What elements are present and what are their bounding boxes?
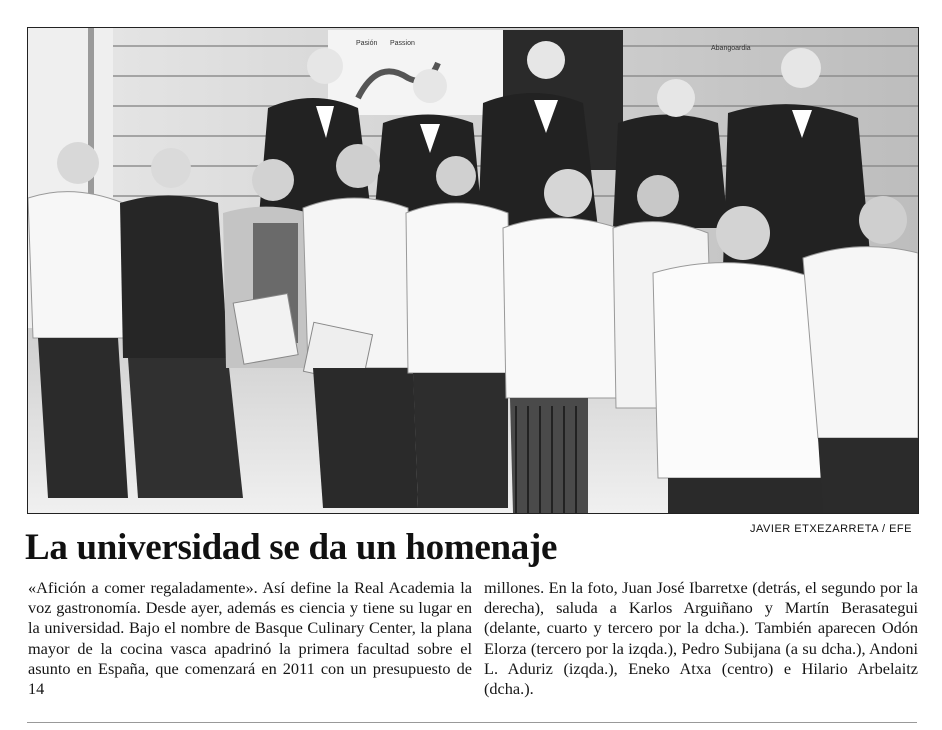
- photo-credit: JAVIER ETXEZARRETA / EFE: [750, 523, 912, 535]
- group-photo-illustration: [28, 28, 918, 513]
- bottom-divider: [27, 722, 917, 723]
- banner-text-1: Pasión: [356, 40, 378, 47]
- body-column-right: millones. En la foto, Juan José Ibarretxe (detrás, el segundo por la derecha), saluda a Karlos Arguiñano y Martín Berasategui (delante, cuarto y tercero por la dcha.). También aparecen Odón Elorza (tercero por la izqda.), Pedro Subijana (a su dcha.), Andoni L. Aduriz (izqda.), Eneko Atxa (centro) e Hilario Arbelaitz (dcha.).: [484, 578, 918, 699]
- body-column-left: «Afición a comer regaladamente». Así define la Real Academia la voz gastronomía. Desde ayer, además es ciencia y tiene su lugar en la universidad. Bajo el nombre de Basque Culinary Center, la plana mayor de la cocina vasca apadrinó la primera facultad sobre el asunto en España, que comenzará en 2011 con un presupuesto de 14: [28, 578, 472, 699]
- headline: La universidad se da un homenaje: [25, 527, 558, 568]
- banner-text-3: Abangoardia: [711, 45, 751, 52]
- banner-text-2: Passion: [390, 40, 415, 47]
- news-photo: [27, 27, 919, 514]
